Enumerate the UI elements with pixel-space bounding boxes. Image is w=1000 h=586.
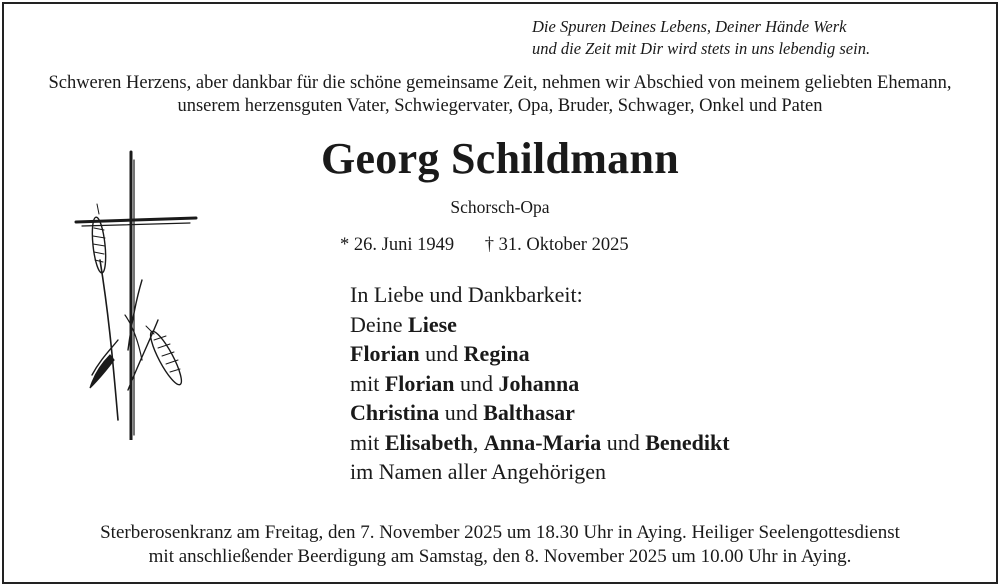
service-line-1: Sterberosenkranz am Freitag, den 7. November 2025 um 18.30 Uhr in Aying. Heiliger Seelengottesdienst xyxy=(100,522,900,543)
name-anna-maria: Anna-Maria xyxy=(483,429,602,455)
intro-line-2: unserem herzensguten Vater, Schwiegervater, Opa, Bruder, Schwager, Onkel und Paten xyxy=(177,96,823,116)
text-part: und xyxy=(439,400,484,425)
text-part: und xyxy=(601,429,646,455)
service-details xyxy=(0,521,1000,569)
name-florian: Florian xyxy=(350,341,420,366)
name-christina: Christina xyxy=(350,400,440,425)
deceased-nickname: Schorsch-Opa xyxy=(450,197,550,217)
family-line-5 xyxy=(350,398,730,428)
family-signatures xyxy=(350,280,730,487)
family-line-6 xyxy=(350,428,730,458)
name-elisabeth: Elisabeth xyxy=(384,429,473,455)
name-regina: Regina xyxy=(463,341,530,366)
text-part: mit xyxy=(350,370,385,396)
intro-text xyxy=(0,72,1000,118)
text-part: mit xyxy=(350,429,385,455)
life-dates xyxy=(340,235,629,256)
death-date: † 31. Oktober 2025 xyxy=(484,235,629,255)
memorial-poem xyxy=(532,16,952,60)
service-line-2: mit anschließender Beerdigung am Samstag, den 8. November 2025 um 10.00 Uhr in Aying. xyxy=(148,546,852,567)
name-florian-grandchild: Florian xyxy=(384,370,455,396)
name-benedikt: Benedikt xyxy=(645,429,730,455)
family-line-3 xyxy=(350,339,730,369)
birth-date: * 26. Juni 1949 xyxy=(340,235,455,255)
family-heading: In Liebe und Dankbarkeit: xyxy=(350,282,583,307)
poem-line-2: und die Zeit mit Dir wird stets in uns lebendig sein. xyxy=(532,39,871,58)
family-line-4 xyxy=(350,369,730,399)
deceased-name: Georg Schildmann xyxy=(320,134,680,183)
text-part: und xyxy=(454,370,499,396)
intro-line-1: Schweren Herzens, aber dankbar für die schöne gemeinsame Zeit, nehmen wir Abschied von meinem geliebten Ehemann, xyxy=(48,73,952,93)
text-part: , xyxy=(472,429,484,455)
poem-line-1: Die Spuren Deines Lebens, Deiner Hände Werk xyxy=(532,17,847,36)
text-part: und xyxy=(419,341,464,366)
name-johanna: Johanna xyxy=(498,370,580,396)
family-line-2 xyxy=(350,310,730,340)
name-liese: Liese xyxy=(408,311,457,337)
text-part: Deine xyxy=(350,311,409,337)
family-closing: im Namen aller Angehörigen xyxy=(350,459,606,484)
name-balthasar: Balthasar xyxy=(483,400,575,425)
cross-with-wheat-icon xyxy=(70,150,205,440)
